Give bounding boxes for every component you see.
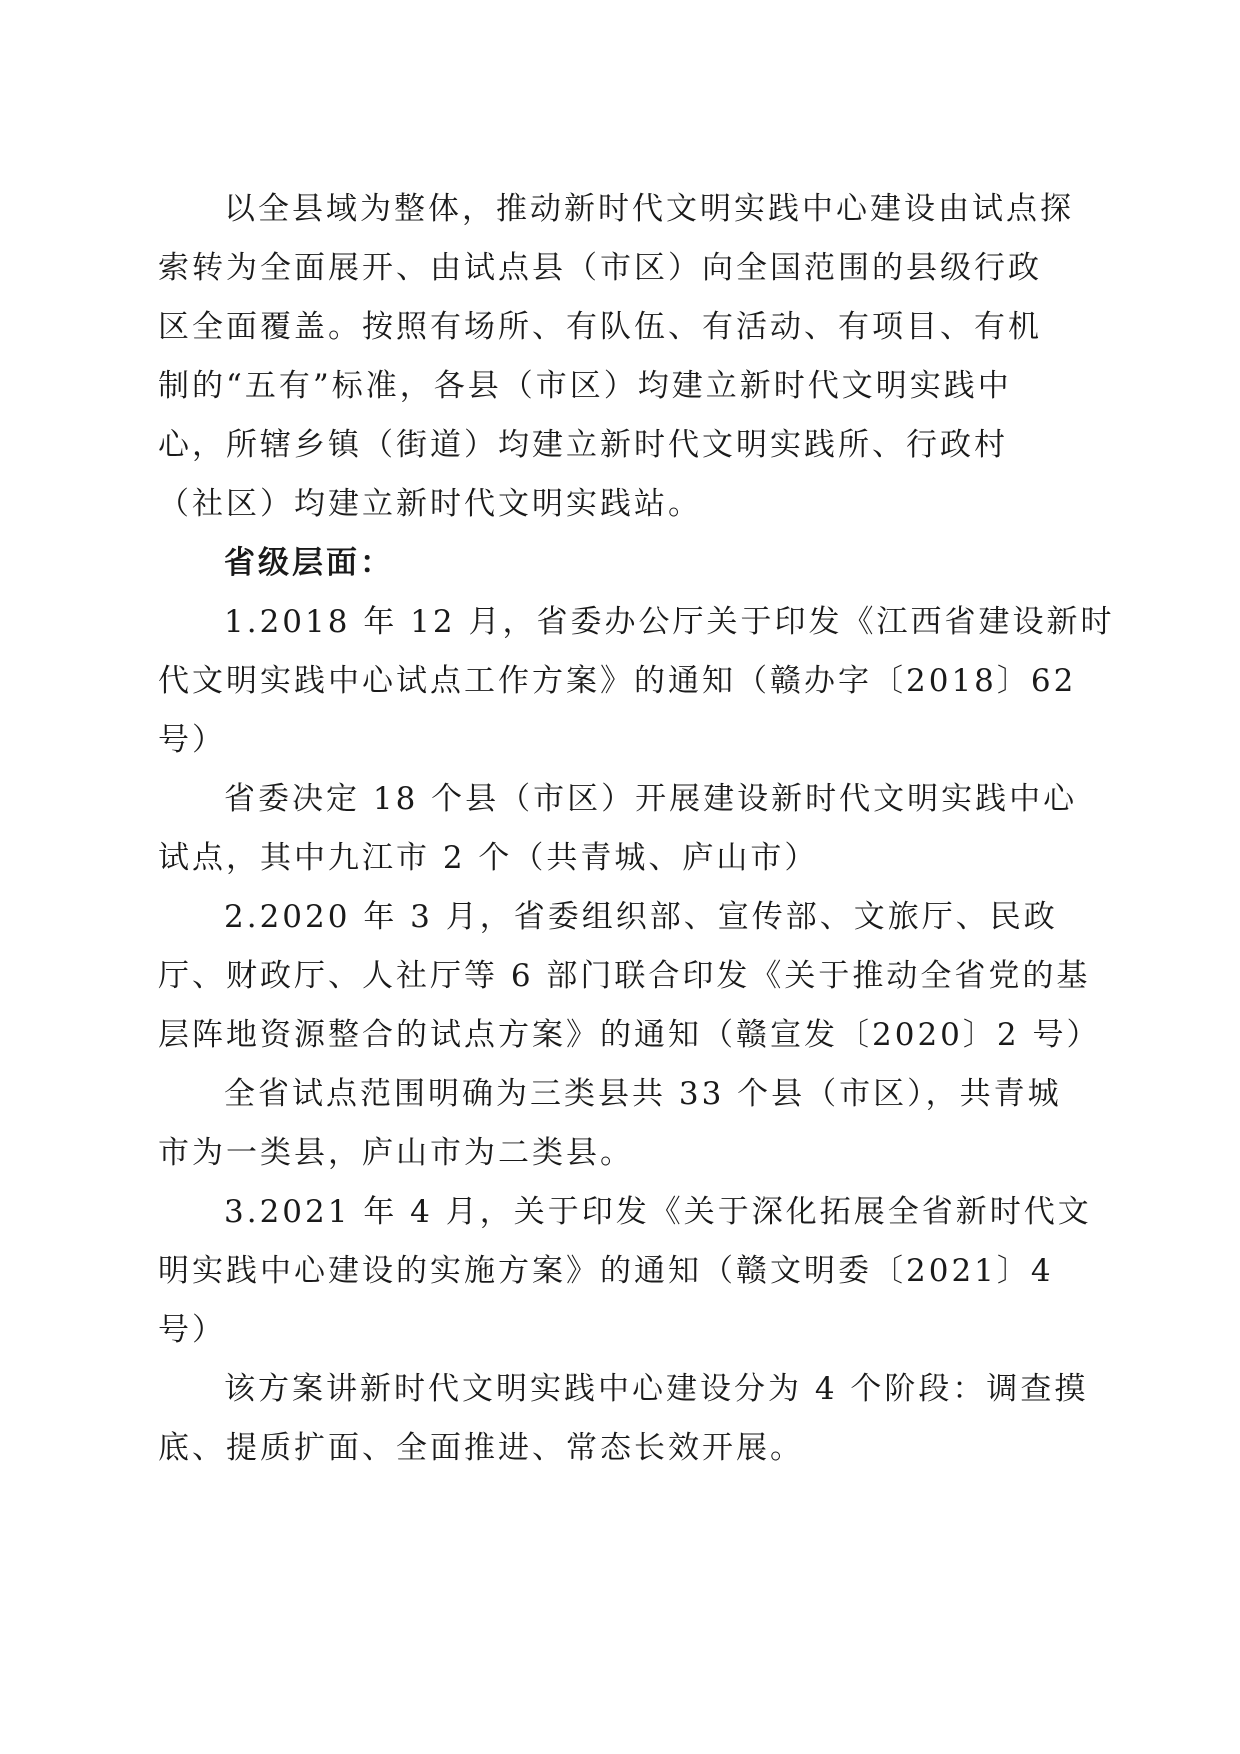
list-item-description: 市为一类县，庐山市为二类县。 [158, 1135, 634, 1171]
list-item-description: 全省试点范围明确为三类县共 33 个县（市区），共青城 [224, 1076, 1062, 1112]
section-heading: 省级层面： [224, 545, 394, 581]
list-item-description: 底、提质扩面、全面推进、常态长效开展。 [158, 1430, 804, 1466]
paragraph-line: 制的“五有”标准，各县（市区）均建立新时代文明实践中 [158, 368, 1012, 404]
paragraph-line: 索转为全面展开、由试点县（市区）向全国范围的县级行政 [158, 250, 1042, 286]
paragraph-line: 以全县域为整体，推动新时代文明实践中心建设由试点探 [224, 191, 1074, 227]
list-item-title: 厅、财政厅、人社厅等 6 部门联合印发《关于推动全省党的基 [158, 958, 1091, 994]
list-item-title: 代文明实践中心试点工作方案》的通知（赣办字〔2018〕62 [158, 663, 1077, 699]
document-body [158, 180, 1115, 1478]
list-item-title: 3.2021 年 4 月，关于印发《关于深化拓展全省新时代文 [224, 1194, 1092, 1230]
list-item-title: 明实践中心建设的实施方案》的通知（赣文明委〔2021〕4 [158, 1253, 1054, 1289]
paragraph-line: 区全面覆盖。按照有场所、有队伍、有活动、有项目、有机 [158, 309, 1042, 345]
paragraph-line: （社区）均建立新时代文明实践站。 [158, 486, 702, 522]
list-item-title: 号） [158, 722, 226, 758]
list-item-description: 省委决定 18 个县（市区）开展建设新时代文明实践中心 [224, 781, 1078, 817]
list-item-title: 1.2018 年 12 月，省委办公厅关于印发《江西省建设新时 [224, 604, 1115, 640]
list-item-title: 层阵地资源整合的试点方案》的通知（赣宣发〔2020〕2 号） [158, 1017, 1101, 1053]
list-item-title: 2.2020 年 3 月，省委组织部、宣传部、文旅厅、民政 [224, 899, 1058, 935]
list-item-description: 试点，其中九江市 2 个（共青城、庐山市） [158, 840, 819, 876]
paragraph-line: 心，所辖乡镇（街道）均建立新时代文明实践所、行政村 [158, 427, 1008, 463]
list-item-description: 该方案讲新时代文明实践中心建设分为 4 个阶段：调查摸 [224, 1371, 1089, 1407]
list-item-title: 号） [158, 1312, 226, 1348]
